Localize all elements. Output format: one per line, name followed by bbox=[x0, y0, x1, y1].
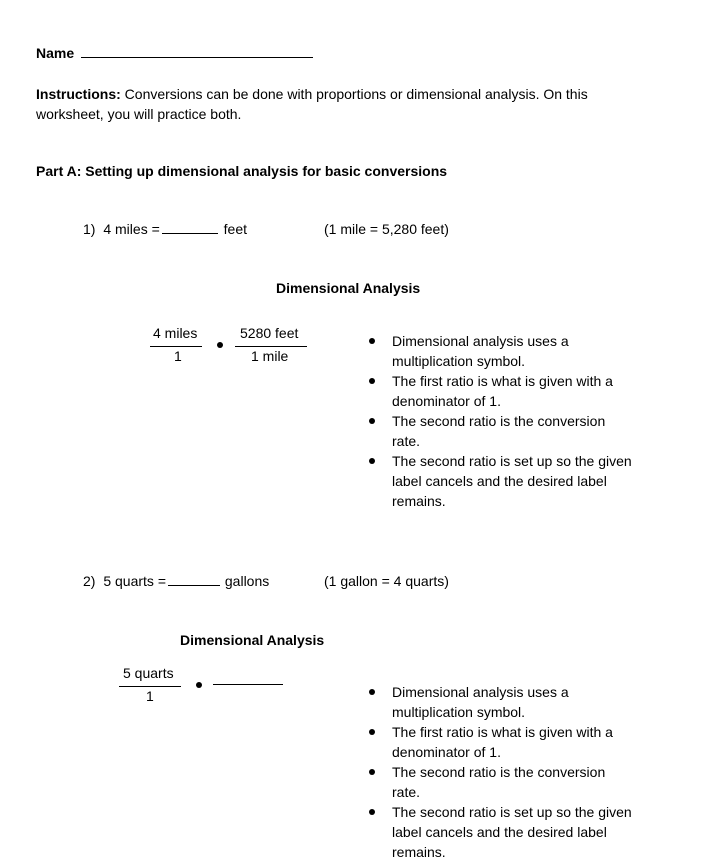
conversion-hint: (1 gallon = 4 quarts) bbox=[324, 573, 449, 589]
problem-unit: feet bbox=[223, 221, 248, 237]
list-item: The first ratio is what is given with a denominator of 1. bbox=[366, 371, 636, 411]
list-item: The second ratio is set up so the given label cancels and the desired label remains. bbox=[366, 451, 636, 511]
conversion-hint: (1 mile = 5,280 feet) bbox=[324, 221, 449, 237]
list-item: Dimensional analysis uses a multiplication symbol. bbox=[366, 682, 636, 722]
ratio1-fraction-bar bbox=[119, 686, 181, 687]
list-item: The second ratio is the conversion rate. bbox=[366, 762, 636, 802]
list-item: The second ratio is the conversion rate. bbox=[366, 411, 636, 451]
instructions-label: Instructions: bbox=[36, 86, 121, 102]
ratio1-numerator: 4 miles bbox=[153, 325, 198, 341]
section-title: Dimensional Analysis bbox=[180, 632, 325, 648]
part-a-title: Part A: Setting up dimensional analysis for basic conversions bbox=[36, 163, 448, 179]
ratio2-denominator: 1 mile bbox=[251, 348, 289, 364]
answer-blank[interactable] bbox=[168, 584, 220, 586]
name-row bbox=[36, 45, 313, 61]
problem-2-row bbox=[83, 573, 269, 589]
name-label: Name bbox=[36, 45, 75, 61]
problem-unit: gallons bbox=[224, 573, 270, 589]
list-item: The first ratio is what is given with a denominator of 1. bbox=[366, 722, 636, 762]
ratio2-answer-line[interactable] bbox=[213, 684, 283, 685]
ratio1-numerator: 5 quarts bbox=[123, 665, 174, 681]
section-title: Dimensional Analysis bbox=[276, 280, 421, 296]
ratio2-fraction-bar bbox=[235, 346, 307, 347]
list-item: The second ratio is set up so the given label cancels and the desired label remains. bbox=[366, 802, 636, 862]
problem-1-row bbox=[83, 221, 247, 237]
multiplication-dot bbox=[217, 342, 223, 348]
problem-given: 4 miles = bbox=[103, 221, 160, 237]
ratio1-fraction-bar bbox=[150, 346, 202, 347]
ratio1-denominator: 1 bbox=[174, 348, 182, 364]
notes-list bbox=[366, 331, 636, 511]
ratio2-numerator: 5280 feet bbox=[240, 325, 299, 341]
problem-number: 2) bbox=[83, 573, 96, 589]
instructions-text: Conversions can be done with proportions or dimensional analysis. On this worksheet, you will practice both. bbox=[36, 86, 588, 122]
problem-given: 5 quarts = bbox=[103, 573, 166, 589]
notes-list bbox=[366, 682, 636, 862]
answer-blank[interactable] bbox=[162, 232, 218, 234]
name-field[interactable] bbox=[81, 56, 313, 58]
multiplication-dot bbox=[196, 682, 202, 688]
list-item: Dimensional analysis uses a multiplication symbol. bbox=[366, 331, 636, 371]
ratio1-denominator: 1 bbox=[146, 688, 154, 704]
instructions bbox=[36, 84, 656, 124]
problem-number: 1) bbox=[83, 221, 96, 237]
